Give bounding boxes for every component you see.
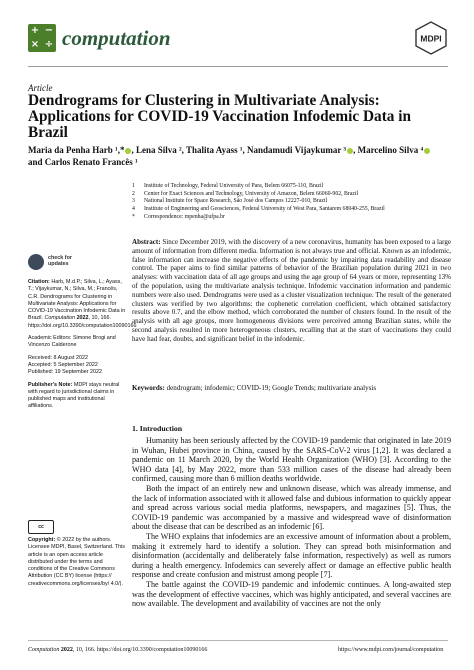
academic-editors: Academic Editors: Simone Brogi and Vincenzo Calderone: [28, 335, 116, 349]
affiliation-item: 1 Institute of Technology, Federal University of Para, Belem 66075-110, Brazil: [132, 183, 324, 189]
mdpi-logo[interactable]: [414, 21, 448, 55]
orcid-icon[interactable]: [424, 148, 430, 154]
abstract-text: Since December 2019, with the discovery of a new coronavirus, humanity has been exposed to a large amount of information from different media. Information is not always true and official. Known as an infodemic, false information can increase the negative effects of the pandemic by impairing data readability and disease control. The paper aims to find similar patterns of behavior of the Brazilian population during 2021 in two analyses: with vaccination data of all age groups and using the age group of 64 years or more, representing 13% of the population, using the multivariate analysis technique. Infodemic vaccination information and pandemic numbers were also used. Dendrograms were used as a cluster visualization technique. The result of the generated clusters was verified by two algorithms: the cophenetic correlation coefficient, which obtained satisfactory results above 0.7, and the elbow method, which corroborated the number of clusters found. In the result of the analysis with all age groups, more homogeneous divisions were perceived among Brazilian states, while the second analysis resulted in more heterogeneous clusters, recalling that at the start of vaccinations they could have had fear, doubts, and significant belief in the infodemic.: [132, 238, 452, 343]
authors-middle: , Lena Silva ², Thalita Ayass ¹, Nandamudi Vijaykumar ³: [131, 145, 347, 155]
author-harb[interactable]: Maria da Penha Harb ¹,*: [28, 145, 125, 155]
article-type: Article: [28, 83, 53, 93]
paragraph: The battle against the COVID-19 pandemic and infodemic continues. A long-awaited step was the development of effective vaccines, which was highly anticipated, and several vaccines are now available. The development and availability of vaccines are not the only: [132, 579, 451, 609]
introduction-body: [132, 436, 451, 609]
cc-license-icon[interactable]: cc: [28, 520, 54, 534]
correspondence: * Correspondence: mpenha@ufpa.br: [132, 213, 225, 220]
plus-glyph: +: [30, 25, 40, 36]
keywords: [132, 384, 451, 393]
check-updates-icon[interactable]: [28, 254, 44, 270]
footer-divider: [28, 640, 448, 641]
journal-logo: [28, 24, 56, 52]
copyright: Copyright: © 2022 by the authors. Licensee MDPI, Basel, Switzerland. This article is an open access article distributed under the terms and conditions of the Creative Commons Attribution (CC BY) license (https:// creativecommons.org/licenses/by/ 4.0/).: [28, 537, 125, 587]
abstract: [132, 238, 451, 344]
publisher-note: Publisher’s Note: MDPI stays neutral with regard to jurisdictional claims in published maps and institutional affiliations.: [28, 381, 120, 410]
paragraph: The WHO explains that infodemics are an excessive amount of information about a problem, making it extremely hard to identify a solution. They can spread both misinformation and disinformation (accidentally and deliberately false information, respectively) as well as rumors during a health emergency. Infodemics can severely affect or damage an effective public health response and create confusion and mistrust among people [7].: [132, 531, 451, 580]
paragraph: Humanity has been seriously affected by the COVID-19 pandemic that originated in late 2019 in Wuhan, Hubei province in China, caused by the SARS-CoV-2 virus [1,2]. It was declared a pandemic on 11 March 2020, by the World Health Organization (WHO) [3]. According to the WHO data [4], by May 2022, more than 533 million cases of the disease had already been confirmed, causing more than 6 million deaths worldwide.: [132, 436, 451, 484]
mdpi-logo-text: MDPI: [420, 33, 442, 44]
affiliations: [132, 183, 452, 222]
header-divider: [28, 66, 448, 67]
author-marcelino: , Marcelino Silva ⁴: [353, 145, 424, 155]
times-glyph: ×: [30, 39, 40, 50]
affiliation-item: 2 Center for Exact Sciences and Technology, University of Amazon, Belem 66060-902, Brazil: [132, 190, 359, 197]
keywords-label: Keywords:: [132, 384, 165, 392]
footer-journal-link[interactable]: https://www.mdpi.com/journal/computation: [338, 647, 444, 653]
journal-name: computation: [62, 26, 171, 50]
affiliation-item: 4 Institute of Engineering and Geosciences, Federal University of West Para, Santarem 68040-255, Brazil: [132, 206, 385, 213]
affiliation-item: 3 National Institute for Space Research, São José dos Campos 12227-010, Brazil: [132, 198, 328, 205]
footer-citation: Computation 2022, 10, 166. https://doi.org/10.3390/computation10090166: [28, 647, 208, 653]
keywords-text: dendrogram; infodemic; COVID-19; Google Trends; multivariate analysis: [166, 384, 377, 392]
author-list: [28, 145, 448, 168]
minus-glyph: −: [44, 25, 54, 36]
article-info-sidebar: [28, 279, 137, 416]
section-heading: 1. Introduction: [132, 424, 183, 433]
divide-glyph: ÷: [44, 39, 54, 50]
paragraph: Both the impact of an entirely new and unknown disease, which was already immense, and the lack of information associated with it allowed false and dubious information to quickly appear and spread across various social media platforms, newspapers, and magazines [5]. Thus, the COVID-19 pandemic was accompanied by a massive and widespread wave of disinformation about the disease that can be described as an infodemic [6].: [132, 483, 451, 532]
author-frances: and Carlos Renato Francês ¹: [28, 156, 138, 167]
check-updates-button[interactable]: check for updates: [48, 255, 72, 267]
article-title: Dendrograms for Clustering in Multivariate Analysis: Applications for COVID-19 Vaccination Infodemic Data in Brazil: [28, 92, 412, 141]
citation: Citation: Harb, M.d.P.; Silva, L.; Ayass, T.; Vijaykumar, N.; Silva, M.; Francês, C.R. Dendrograms for Clustering in Multivariate Analysis: Applications for COVID-19 Vaccination Infodemic Data in Brazil. Computation 2022, 10, 166. https://doi.org/10.3390/computation10090166: [28, 279, 137, 329]
dates: Received: 8 August 2022 Accepted: 5 September 2022 Published: 19 September 2022: [28, 354, 103, 376]
abstract-label: Abstract:: [132, 238, 161, 246]
